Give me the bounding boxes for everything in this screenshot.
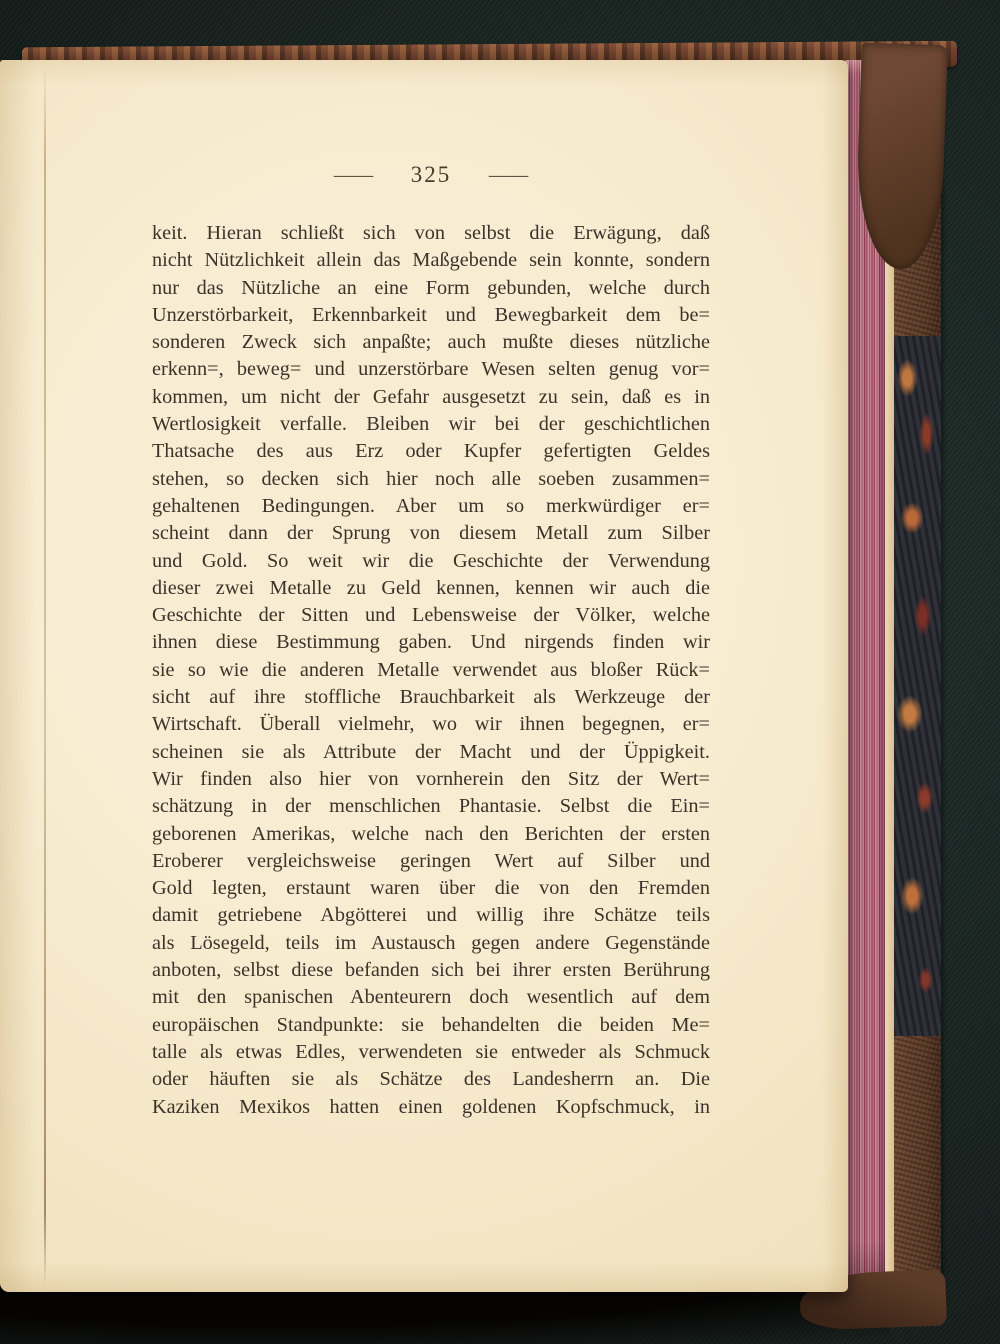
book-page xyxy=(0,60,848,1292)
header-dash-left: — xyxy=(333,162,373,187)
text-line: nur das Nützliche an eine Form gebunden, welche durch xyxy=(152,276,710,299)
text-line: scheint dann der Sprung von diesem Metall zum Silber xyxy=(152,522,710,545)
text-line: dieser zwei Metalle zu Geld kennen, kennen wir auch die xyxy=(152,576,710,599)
text-line: geborenen Amerikas, welche nach den Berichten der ersten xyxy=(152,822,710,845)
text-line: Wirtschaft. Überall vielmehr, wo wir ihnen begegnen, er= xyxy=(152,713,710,736)
text-line: sicht auf ihre stoffliche Brauchbarkeit als Werkzeuge der xyxy=(152,686,710,709)
text-line: erkenn=, beweg= und unzerstörbare Wesen selten genug vor= xyxy=(152,358,710,381)
body-text xyxy=(152,220,710,1121)
page-header xyxy=(152,160,710,190)
text-line: sie so wie die anderen Metalle verwendet aus bloßer Rück= xyxy=(152,658,710,681)
text-line: Geschichte der Sitten und Lebensweise der Völker, welche xyxy=(152,604,710,627)
page-text-block xyxy=(152,160,710,1121)
text-line: Eroberer vergleichsweise geringen Wert auf Silber und xyxy=(152,849,710,872)
page-number: 325 xyxy=(410,162,452,187)
text-line: gehaltenen Bedingungen. Aber um so merkwürdiger er= xyxy=(152,494,710,517)
text-line: scheinen sie als Attribute der Macht und der Üppigkeit. xyxy=(152,740,710,763)
text-line: als Lösegeld, teils im Austausch gegen andere Gegenstände xyxy=(152,931,710,954)
text-line: stehen, so decken sich hier noch alle soeben zusammen= xyxy=(152,467,710,490)
text-line: talle als etwas Edles, verwendeten sie entweder als Schmuck xyxy=(152,1040,710,1063)
cover-marbled-paper xyxy=(893,336,941,1036)
header-dash-right: — xyxy=(489,162,529,187)
text-line: oder häuften sie als Schätze des Landesherrn an. Die xyxy=(152,1068,710,1091)
text-line: Kaziken Mexikos hatten einen goldenen Kopfschmuck, in xyxy=(152,1095,710,1118)
text-line: Gold legten, erstaunt waren über die von den Fremden xyxy=(152,877,710,900)
text-line: Unzerstörbarkeit, Erkennbarkeit und Bewegbarkeit dem be= xyxy=(152,303,710,326)
cover-leather-bottom xyxy=(893,1036,941,1308)
text-line: sonderen Zweck sich anpaßte; auch mußte dieses nützliche xyxy=(152,331,710,354)
text-line: und Gold. So weit wir die Geschichte der Verwendung xyxy=(152,549,710,572)
text-line: damit getriebene Abgötterei und willig ihre Schätze teils xyxy=(152,904,710,927)
text-line: nicht Nützlichkeit allein das Maßgebende sein konnte, sondern xyxy=(152,249,710,272)
gutter-fold-line xyxy=(44,64,46,1286)
text-line: schätzung in der menschlichen Phantasie. Selbst die Ein= xyxy=(152,795,710,818)
text-line: mit den spanischen Abenteurern doch wesentlich auf dem xyxy=(152,986,710,1009)
text-line: Wir finden also hier von vornherein den Sitz der Wert= xyxy=(152,767,710,790)
text-line: europäischen Standpunkte: sie behandelten die beiden Me= xyxy=(152,1013,710,1036)
text-line: Wertlosigkeit verfalle. Bleiben wir bei der geschichtlichen xyxy=(152,413,710,436)
text-line: anboten, selbst diese befanden sich bei ihrer ersten Berührung xyxy=(152,959,710,982)
text-line: ihnen diese Bestimmung gaben. Und nirgends finden wir xyxy=(152,631,710,654)
text-line: kommen, um nicht der Gefahr ausgesetzt zu sein, daß es in xyxy=(152,385,710,408)
text-line: keit. Hieran schließt sich von selbst die Erwägung, daß xyxy=(152,222,710,244)
text-line: Thatsache des aus Erz oder Kupfer gefertigten Geldes xyxy=(152,440,710,463)
